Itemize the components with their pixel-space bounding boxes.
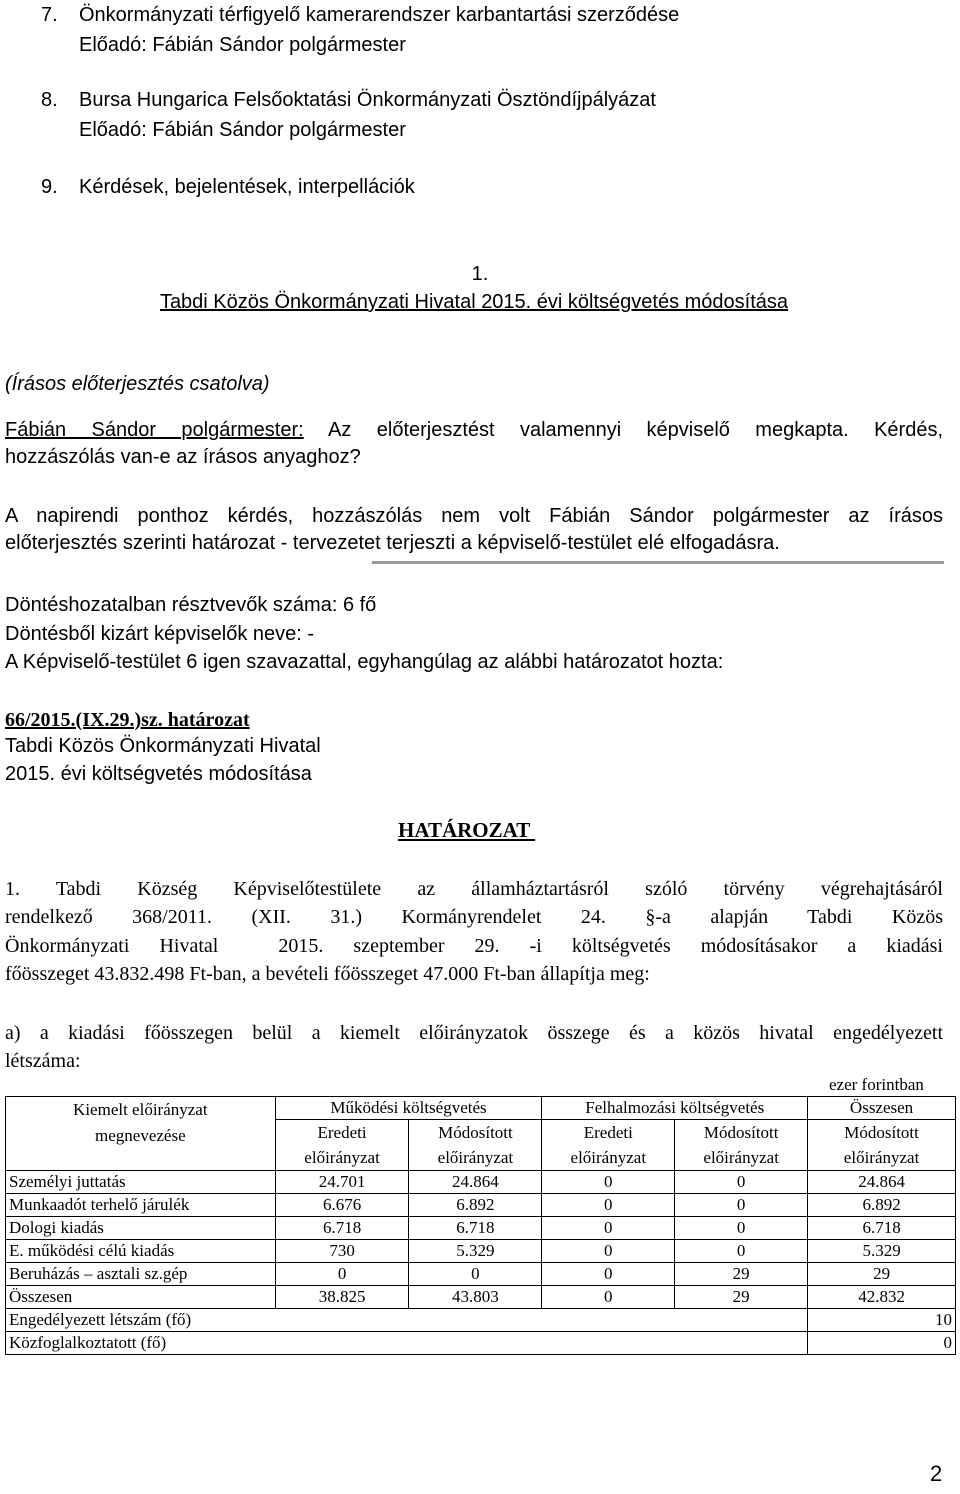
agenda-number: 9. xyxy=(41,176,58,198)
cell-value: 42.832 xyxy=(808,1286,956,1309)
agenda-title: Önkormányzati térfigyelő kamerarendszer karbantartási szerződése xyxy=(79,4,680,26)
header-name-col: Kiemelt előirányzat megnevezése xyxy=(6,1097,276,1171)
cell-value: 6.892 xyxy=(409,1194,542,1217)
cell-value: 6.892 xyxy=(808,1194,956,1217)
header-capital: Felhalmozási költségvetés xyxy=(542,1097,808,1120)
agenda-item-9 xyxy=(41,172,415,202)
item-number: 1. xyxy=(471,263,489,285)
cell-value: 0 xyxy=(542,1194,675,1217)
speech-line-1 xyxy=(5,415,943,445)
resolution-a-line1: a) a kiadási főösszegen belül a kiemelt előirányzatok összege és a közös hivatal engedélyezett xyxy=(5,1022,943,1044)
resolution-a-line2: létszáma: xyxy=(5,1050,81,1072)
page-number: 2 xyxy=(930,1461,943,1486)
resolution-subject-1: Tabdi Közös Önkormányzati Hivatal xyxy=(5,735,321,757)
cell-value: 0 xyxy=(542,1171,675,1194)
staff-row xyxy=(6,1309,956,1332)
cell-value: 0 xyxy=(675,1171,808,1194)
cell-value: 0 xyxy=(675,1194,808,1217)
header-total: Összesen xyxy=(808,1097,956,1120)
cell-value: 43.803 xyxy=(409,1286,542,1309)
row-label: Dologi kiadás xyxy=(6,1217,276,1240)
header-operating: Működési költségvetés xyxy=(275,1097,542,1120)
cell-value: 29 xyxy=(808,1263,956,1286)
speech-text: Az előterjesztést valamennyi képviselő megkapta. Kérdés, xyxy=(328,419,944,441)
agenda-number: 8. xyxy=(41,89,58,111)
attachment-note: (Írásos előterjesztés csatolva) xyxy=(5,373,270,395)
cell-value: 0 xyxy=(542,1263,675,1286)
participants-count: Döntéshozatalban résztvevők száma: 6 fő xyxy=(5,594,377,616)
cell-value: 5.329 xyxy=(808,1240,956,1263)
budget-table xyxy=(5,1096,956,1355)
cell-value: 730 xyxy=(275,1240,409,1263)
cell-value: 0 xyxy=(542,1217,675,1240)
resolution-p1-line2: rendelkező 368/2011. (XII. 31.) Kormányrendelet 24. §-a alapján Tabdi Közös xyxy=(5,906,943,928)
row-label: Munkaadót terhelő járulék xyxy=(6,1194,276,1217)
row-label: Összesen xyxy=(6,1286,276,1309)
cell-value: 10 xyxy=(808,1309,956,1332)
cell-value: 29 xyxy=(675,1286,808,1309)
cell-value: 29 xyxy=(675,1263,808,1286)
subheader-original: Eredeti előirányzat xyxy=(275,1120,409,1171)
table-unit: ezer forintban xyxy=(829,1075,924,1094)
resolution-p1-line4: főösszeget 43.832.498 Ft-ban, a bevételi főösszeget 47.000 Ft-ban állapítja meg: xyxy=(5,963,650,985)
resolution-subject-2: 2015. évi költségvetés módosítása xyxy=(5,763,312,785)
cell-value: 0 xyxy=(275,1263,409,1286)
separator-rule xyxy=(372,561,944,564)
speech-line-2: hozzászólás van-e az írásos anyaghoz? xyxy=(5,446,361,468)
cell-value: 24.701 xyxy=(275,1171,409,1194)
row-label: Beruházás – asztali sz.gép xyxy=(6,1263,276,1286)
agenda-number: 7. xyxy=(41,4,58,26)
row-label: E. működési célú kiadás xyxy=(6,1240,276,1263)
table-row xyxy=(6,1240,956,1263)
agenda-title: Kérdések, bejelentések, interpellációk xyxy=(79,176,415,198)
agenda-item-8 xyxy=(41,85,656,145)
table-row xyxy=(6,1171,956,1194)
cell-value: 6.718 xyxy=(409,1217,542,1240)
excluded-members: Döntésből kizárt képviselők neve: - xyxy=(5,623,315,645)
resolution-p1-line1: 1. Tabdi Község Képviselőtestülete az államháztartásról szóló törvény végrehajtásáról xyxy=(5,878,943,900)
agenda-presenter: Előadó: Fábián Sándor polgármester xyxy=(79,34,406,56)
cell-value: 24.864 xyxy=(409,1171,542,1194)
agenda-presenter: Előadó: Fábián Sándor polgármester xyxy=(79,119,406,141)
cell-value: 5.329 xyxy=(409,1240,542,1263)
table-row xyxy=(6,1217,956,1240)
cell-value: 6.718 xyxy=(808,1217,956,1240)
table-row xyxy=(6,1194,956,1217)
subheader-modified: Módosított előirányzat xyxy=(409,1120,542,1171)
cell-value: 6.718 xyxy=(275,1217,409,1240)
cell-value: 6.676 xyxy=(275,1194,409,1217)
subheader-original: Eredeti előirányzat xyxy=(542,1120,675,1171)
proceedings-line-1: A napirendi ponthoz kérdés, hozzászólás nem volt Fábián Sándor polgármester az írásos xyxy=(5,505,943,527)
resolution-heading: HATÁROZAT xyxy=(398,818,536,842)
cell-value: 0 xyxy=(808,1332,956,1355)
speaker-name: Fábián Sándor polgármester: xyxy=(5,419,304,441)
cell-value: 0 xyxy=(675,1217,808,1240)
table-row xyxy=(6,1263,956,1286)
resolution-p1-line3: Önkormányzati Hivatal 2015. szeptember 29. -i költségvetés módosításakor a kiadási xyxy=(5,935,943,957)
agenda-item-7 xyxy=(41,0,679,60)
cell-value: 0 xyxy=(409,1263,542,1286)
subheader-modified: Módosított előirányzat xyxy=(808,1120,956,1171)
cell-value: 0 xyxy=(542,1286,675,1309)
vote-result: A Képviselő-testület 6 igen szavazattal, egyhangúlag az alábbi határozatot hozta: xyxy=(5,651,724,673)
agenda-title: Bursa Hungarica Felsőoktatási Önkormányzati Ösztöndíjpályázat xyxy=(79,89,656,111)
row-label: Közfoglalkoztatott (fő) xyxy=(6,1332,808,1355)
cell-value: 24.864 xyxy=(808,1171,956,1194)
subheader-modified: Módosított előirányzat xyxy=(675,1120,808,1171)
cell-value: 0 xyxy=(542,1240,675,1263)
table-header-row xyxy=(6,1097,956,1120)
resolution-number: 66/2015.(IX.29.)sz. határozat xyxy=(5,709,250,731)
staff-row xyxy=(6,1332,956,1355)
cell-value: 0 xyxy=(675,1240,808,1263)
proceedings-line-2: előterjesztés szerinti határozat - tervezetet terjeszti a képviselő-testület elé elfogadásra. xyxy=(5,532,780,554)
row-label: Engedélyezett létszám (fő) xyxy=(6,1309,808,1332)
table-total-row xyxy=(6,1286,956,1309)
item-title: Tabdi Közös Önkormányzati Hivatal 2015. évi költségvetés módosítása xyxy=(159,291,789,313)
cell-value: 38.825 xyxy=(275,1286,409,1309)
row-label: Személyi juttatás xyxy=(6,1171,276,1194)
